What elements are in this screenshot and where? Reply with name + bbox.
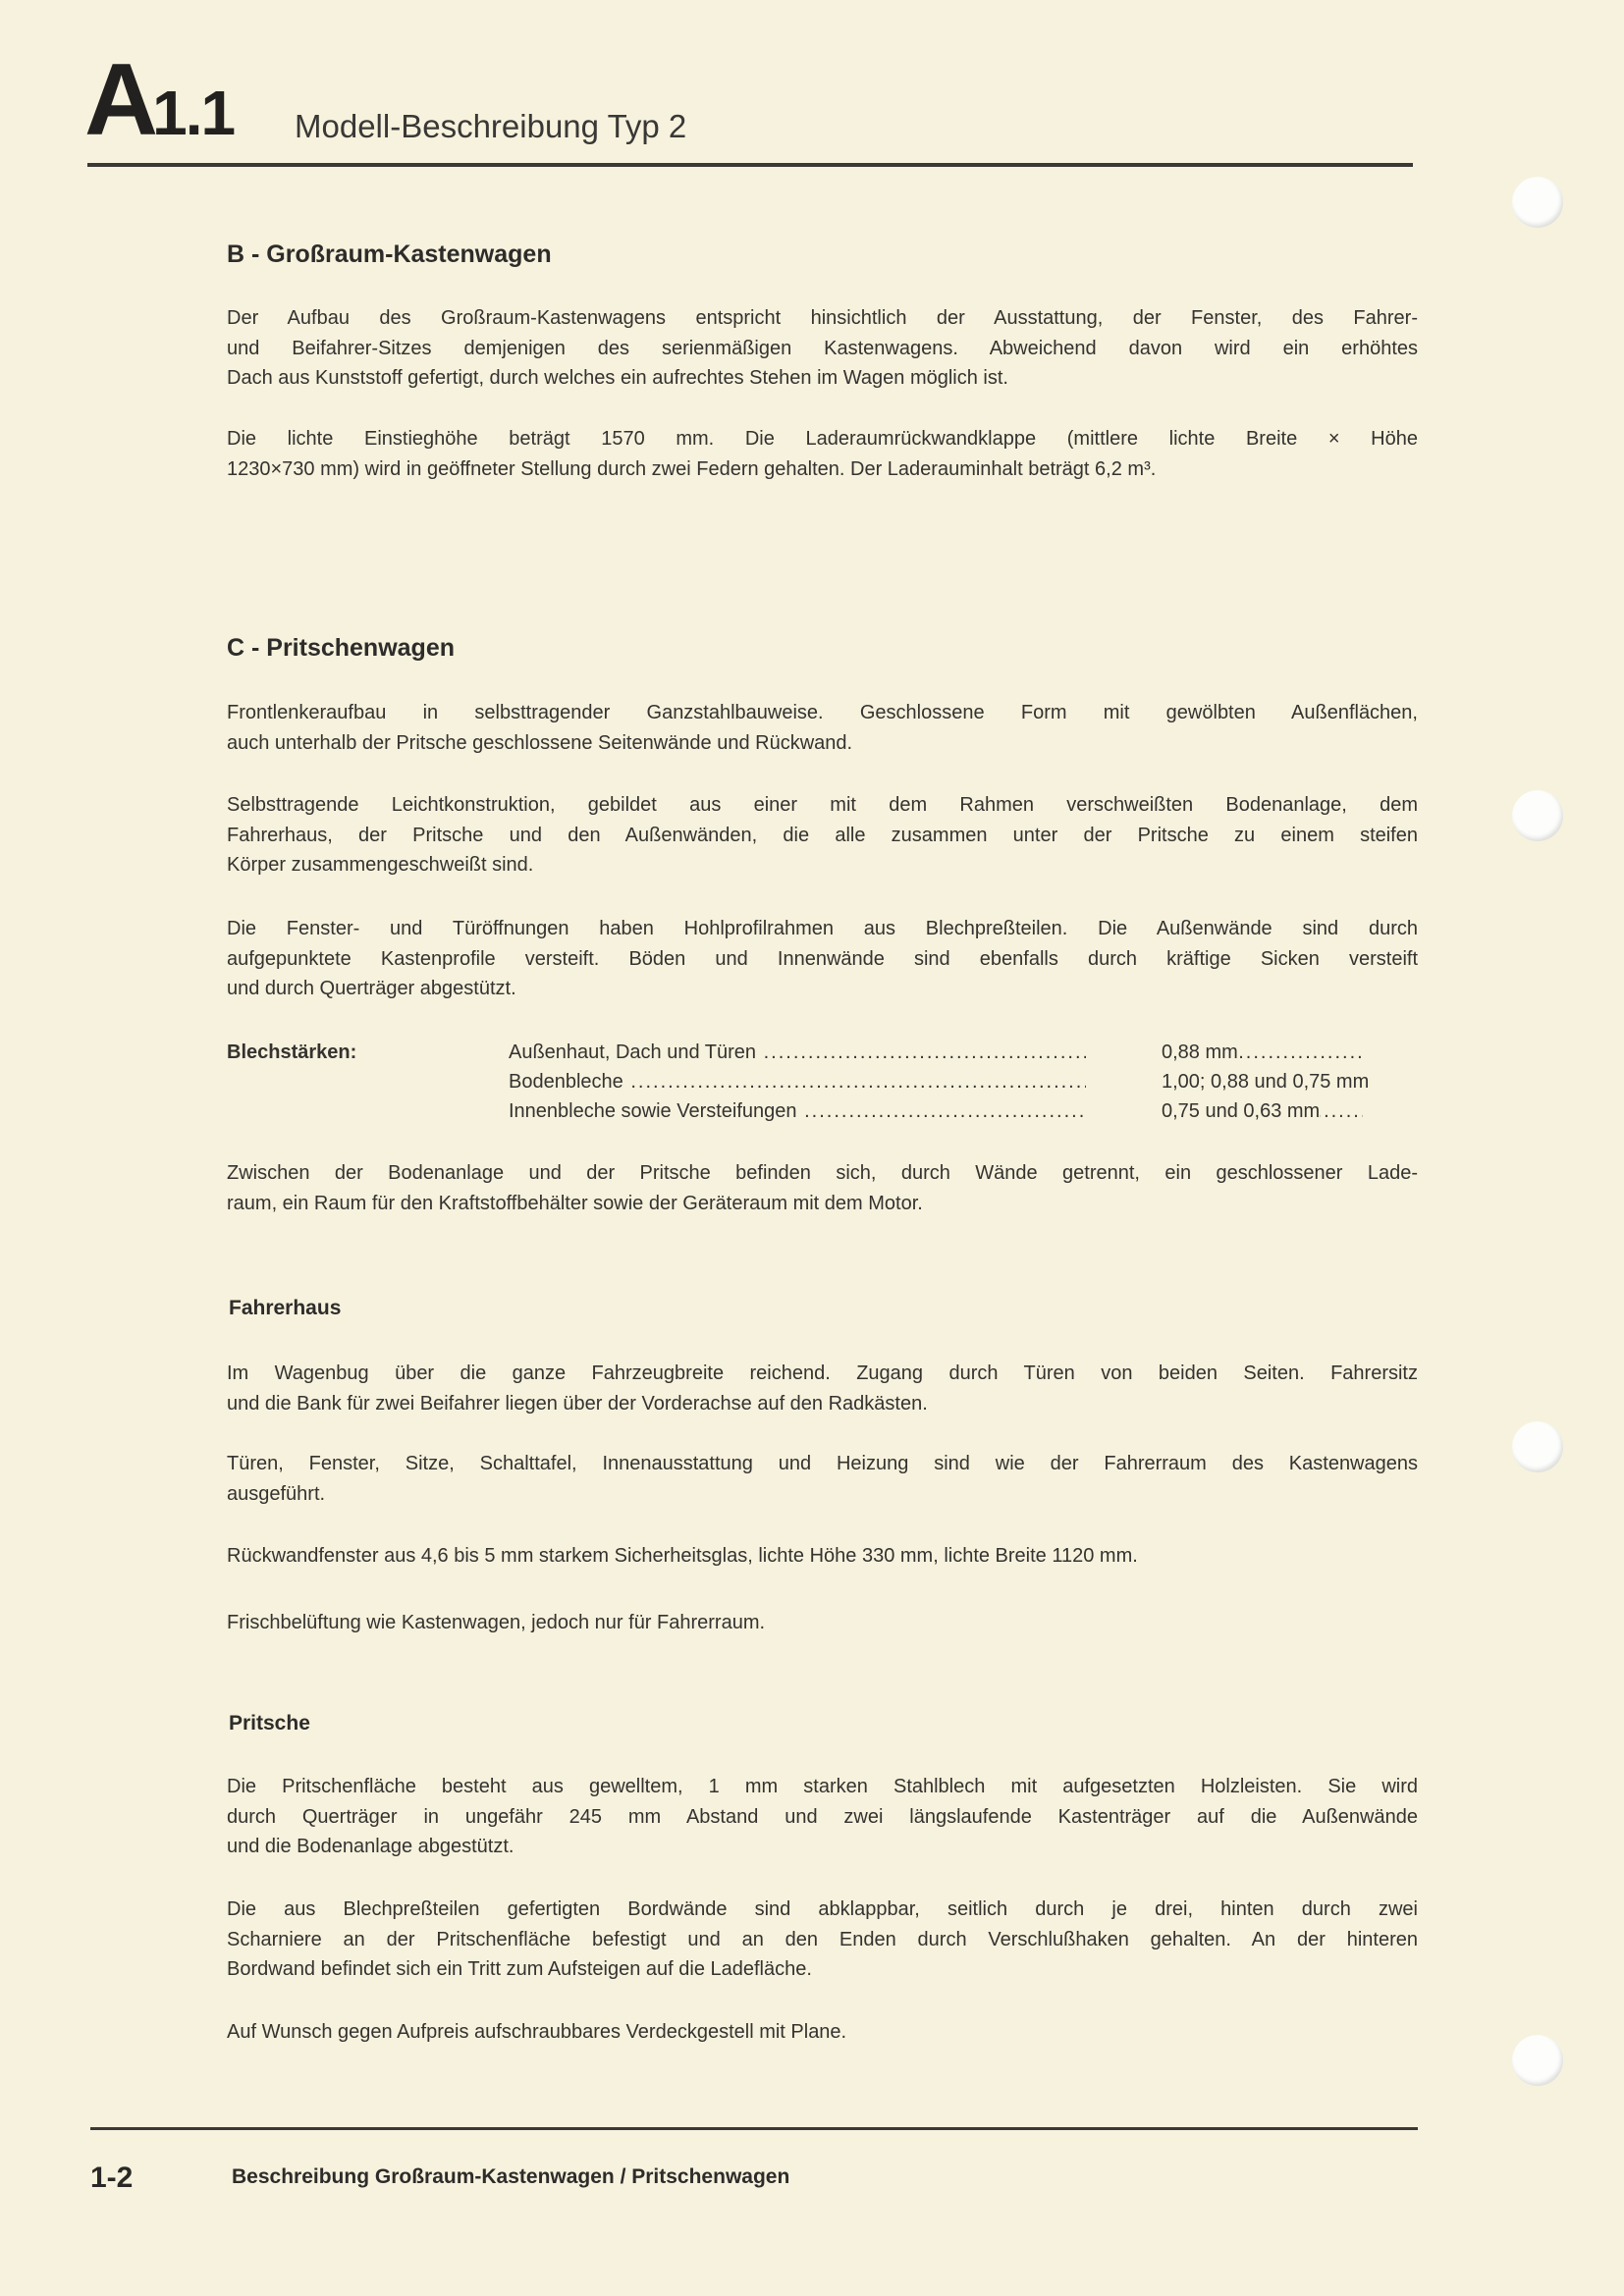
- punch-hole: [1512, 177, 1563, 228]
- punch-hole: [1512, 790, 1563, 841]
- blech-item: Außenhaut, Dach und Türen .....: [509, 1038, 1363, 1067]
- punch-hole: [1512, 2035, 1563, 2086]
- pritsche-paragraph: [227, 2017, 1418, 2048]
- text-line: durch Querträger in ungefähr 245 mm Abstand und zwei längslaufende Kastenträger auf die Außenwände: [227, 1805, 1418, 1828]
- text-line: und durch Querträger abgestützt.: [227, 978, 516, 999]
- section-c-paragraph: [227, 790, 1418, 881]
- section-b-paragraph: [227, 424, 1418, 484]
- section-letter: A: [84, 43, 153, 157]
- page-title: Modell-Beschreibung Typ 2: [295, 108, 687, 144]
- pritsche-paragraph: [227, 1772, 1418, 1862]
- blech-value: 0,88 mm: [1162, 1038, 1238, 1067]
- text-line: und Beifahrer-Sitzes demjenigen des serienmäßigen Kastenwagens. Abweichend davon wird ein erhöhtes: [227, 337, 1418, 359]
- text-line: Rückwandfenster aus 4,6 bis 5 mm starkem Sicherheitsglas, lichte Höhe 330 mm, lichte Breite 1120 mm.: [227, 1545, 1138, 1567]
- blech-item: Innenbleche sowie Versteifungen .....: [509, 1096, 1363, 1126]
- text-line: ausgeführt.: [227, 1482, 326, 1505]
- blech-label: Blechstärken:: [227, 1041, 357, 1063]
- header-divider: [87, 163, 1413, 167]
- blech-row: [227, 1067, 1418, 1096]
- section-b-heading: B - Großraum-Kastenwagen: [227, 240, 552, 268]
- fahrerhaus-paragraph: [227, 1449, 1418, 1509]
- text-line: auch unterhalb der Pritsche geschlossene Seitenwände und Rückwand.: [227, 731, 853, 754]
- fahrerhaus-paragraph: [227, 1541, 1418, 1572]
- text-line: Im Wagenbug über die ganze Fahrzeugbreite reichend. Zugang durch Türen von beiden Seiten. Fahrersitz: [227, 1362, 1418, 1384]
- text-line: und die Bank für zwei Beifahrer liegen über der Vorderachse auf den Radkästen.: [227, 1392, 928, 1415]
- text-line: Frontlenkeraufbau in selbsttragender Ganzstahlbauweise. Geschlossene Form mit gewölbten Außenflächen,: [227, 702, 1418, 723]
- text-line: 1230×730 mm) wird in geöffneter Stellung durch zwei Federn gehalten. Der Laderauminhalt beträgt 6,2 m³.: [227, 457, 1157, 480]
- section-sub: 1.1: [152, 78, 235, 148]
- pritsche-paragraph: [227, 1895, 1418, 1985]
- text-line: Türen, Fenster, Sitze, Schalttafel, Innenausstattung und Heizung sind wie der Fahrerraum des Kastenwagens: [227, 1453, 1418, 1474]
- footer-divider: [90, 2127, 1418, 2130]
- section-number: [84, 43, 235, 157]
- punch-hole: [1512, 1421, 1563, 1472]
- text-line: aufgepunktete Kastenprofile versteift. Böden und Innenwände sind ebenfalls durch kräftige Sicken versteift: [227, 947, 1418, 970]
- footer-title: Beschreibung Großraum-Kastenwagen / Pritschenwagen: [232, 2165, 790, 2188]
- text-line: Die aus Blechpreßteilen gefertigten Bordwände sind abklappbar, seitlich durch je drei, hinten durch zwei: [227, 1898, 1418, 1920]
- text-line: Fahrerhaus, der Pritsche und den Außenwänden, die alle zusammen unter der Pritsche zu einem steifen: [227, 824, 1418, 846]
- text-line: Körper zusammengeschweißt sind.: [227, 854, 534, 876]
- blech-value: 0,75 und 0,63 mm: [1162, 1096, 1320, 1126]
- page-number: 1-2: [90, 2162, 134, 2194]
- section-c-heading: C - Pritschenwagen: [227, 634, 455, 662]
- text-line: raum, ein Raum für den Kraftstoffbehälter sowie der Geräteraum mit dem Motor.: [227, 1192, 923, 1214]
- pritsche-heading: Pritsche: [229, 1712, 310, 1735]
- text-line: Zwischen der Bodenanlage und der Pritsche befinden sich, durch Wände getrennt, ein geschlossener Lade-: [227, 1162, 1418, 1184]
- section-c-paragraph: [227, 698, 1418, 758]
- text-line: Auf Wunsch gegen Aufpreis aufschraubbares Verdeckgestell mit Plane.: [227, 2021, 847, 2043]
- text-line: Frischbelüftung wie Kastenwagen, jedoch nur für Fahrerraum.: [227, 1612, 766, 1633]
- text-line: Dach aus Kunststoff gefertigt, durch welches ein aufrechtes Stehen im Wagen möglich ist.: [227, 367, 1008, 389]
- text-line: Bordwand befindet sich ein Tritt zum Aufsteigen auf die Ladefläche.: [227, 1958, 812, 1980]
- text-line: Scharniere an der Pritschenfläche befestigt und an den Enden durch Verschlußhaken gehalten. An der hinteren: [227, 1928, 1418, 1950]
- fahrerhaus-paragraph: [227, 1608, 1418, 1638]
- text-line: Die Pritschenfläche besteht aus gewelltem, 1 mm starken Stahlblech mit aufgesetzten Holzleisten. Sie wird: [227, 1776, 1418, 1797]
- section-b-paragraph: [227, 303, 1418, 394]
- text-line: Die Fenster- und Türöffnungen haben Hohlprofilrahmen aus Blechpreßteilen. Die Außenwände sind durch: [227, 918, 1418, 939]
- text-line: Der Aufbau des Großraum-Kastenwagens entspricht hinsichtlich der Ausstattung, der Fenster, des Fahrer-: [227, 307, 1418, 329]
- fahrerhaus-paragraph: [227, 1359, 1418, 1418]
- fahrerhaus-heading: Fahrerhaus: [229, 1297, 342, 1319]
- blech-row: [227, 1096, 1418, 1126]
- section-c-paragraph: [227, 914, 1418, 1004]
- text-line: Selbsttragende Leichtkonstruktion, gebildet aus einer mit dem Rahmen verschweißten Bodenanlage, dem: [227, 794, 1418, 816]
- blech-value: 1,00; 0,88 und 0,75 mm: [1162, 1067, 1369, 1096]
- blech-row: [227, 1038, 1418, 1067]
- text-line: und die Bodenanlage abgestützt.: [227, 1836, 514, 1857]
- blechstaerken-table: [227, 1038, 1418, 1126]
- blech-item: Bodenbleche .....: [509, 1067, 1363, 1096]
- text-line: Die lichte Einstieghöhe beträgt 1570 mm. Die Laderaumrückwandklappe (mittlere lichte Breite × Höhe: [227, 428, 1418, 450]
- section-c-paragraph: [227, 1158, 1418, 1218]
